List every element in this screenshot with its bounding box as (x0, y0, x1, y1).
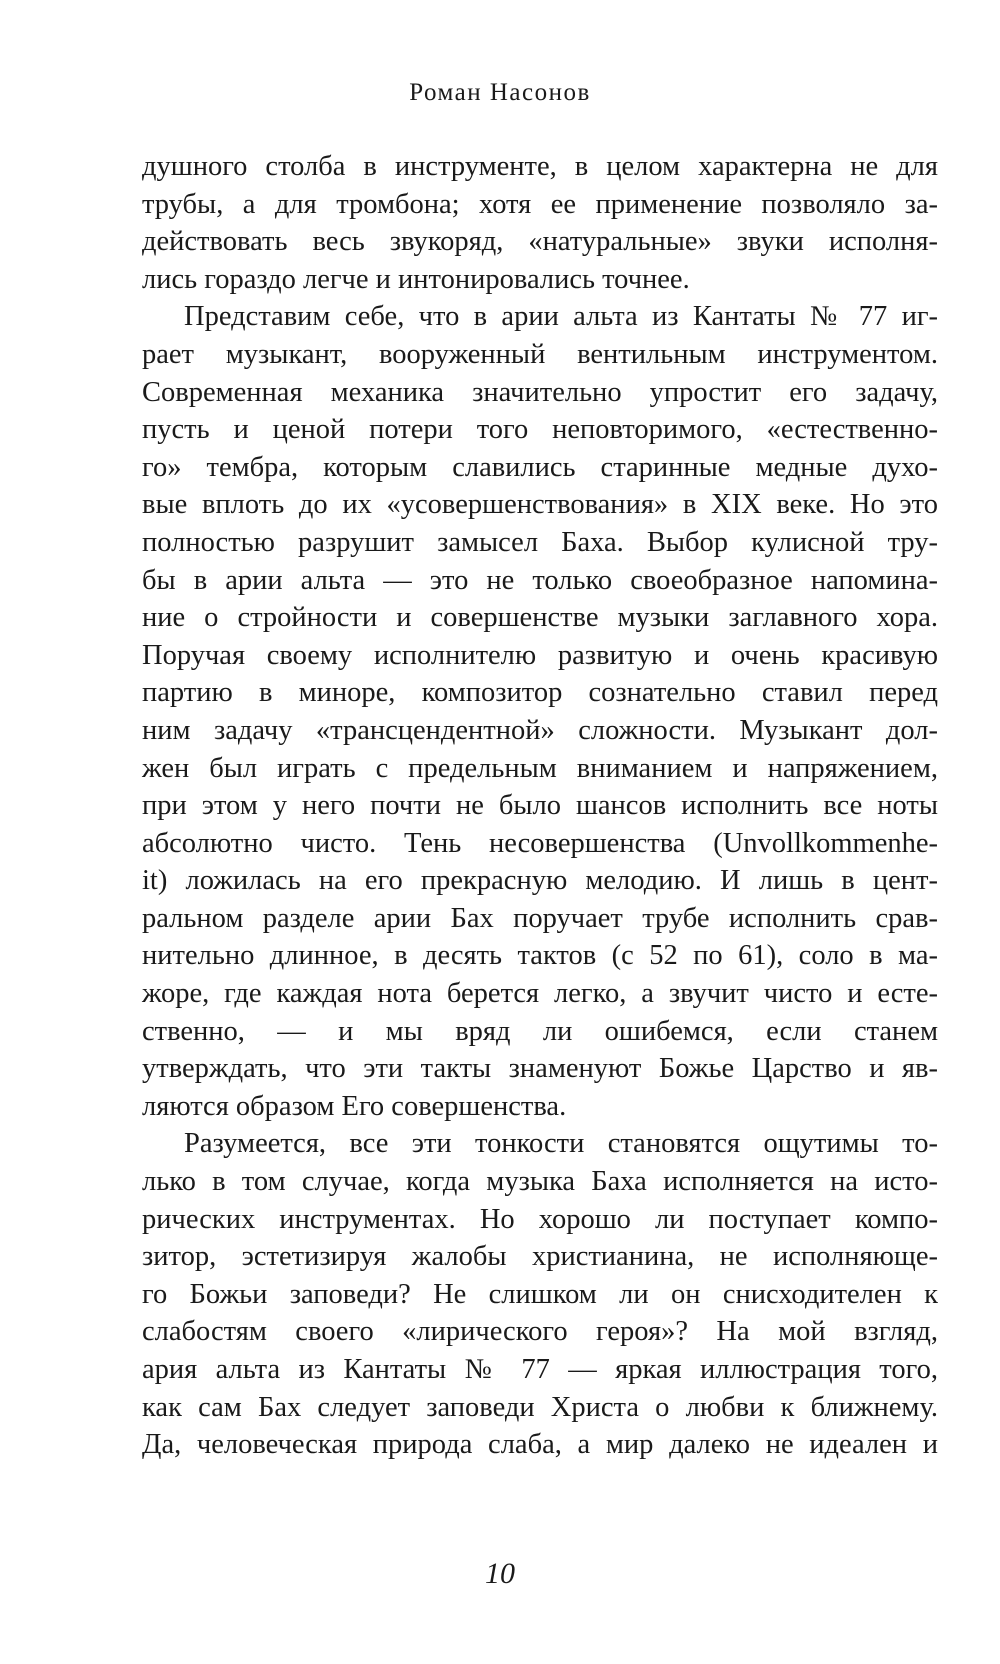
text-line: трубы, а для тромбона; хотя ее применение позволяло за- (142, 188, 938, 220)
text-line: как сам Бах следует заповеди Христа о любви к ближнему. (142, 1391, 938, 1423)
text-line: рает музыкант, вооруженный вентильным инструментом. (142, 338, 938, 370)
text-line: ним задачу «трансцендентной» сложности. Музыкант дол- (142, 714, 938, 746)
text-line: утверждать, что эти такты знаменуют Божье Царство и яв- (142, 1053, 938, 1085)
text-line: пусть и ценой потери того неповторимого, «естественно- (142, 414, 938, 446)
text-line: Да, человеческая природа слаба, а мир далеко не идеален и (142, 1429, 938, 1461)
text-line: при этом у него почти не было шансов исполнить все ноты (142, 790, 938, 822)
text-line: Поручая своему исполнителю развитую и очень красивую (142, 639, 938, 671)
text-line: ние о стройности и совершенстве музыки заглавного хора. (142, 602, 938, 634)
text-line: ральном разделе арии Бах поручает трубе исполнить срав- (142, 902, 938, 934)
text-line: Разумеется, все эти тонкости становятся ощутимы то- (184, 1128, 938, 1160)
text-line: зитор, эстетизируя жалобы христианина, не исполняюще- (142, 1241, 938, 1273)
body-text (142, 148, 938, 1464)
page-number: 10 (485, 1557, 515, 1590)
text-line: го Божьи заповеди? Не слишком ли он снисходителен к (142, 1278, 938, 1310)
text-line: лько в том случае, когда музыка Баха исполняется на исто- (142, 1166, 938, 1198)
text-line: Современная механика значительно упростит его задачу, (142, 376, 938, 408)
text-line: действовать весь звукоряд, «натуральные» звуки исполня- (142, 226, 938, 258)
text-line: ственно, — и мы вряд ли ошибемся, если станем (142, 1015, 938, 1047)
text-line: вые вплоть до их «усовершенствования» в XIX веке. Но это (142, 489, 938, 521)
text-line: ария альта из Кантаты № 77 — яркая иллюстрация того, (142, 1354, 938, 1385)
text-line: душного столба в инструменте, в целом характерна не для (142, 151, 938, 182)
text-line: Представим себе, что в арии альта из Кантаты № 77 иг- (184, 301, 938, 333)
text-line: нительно длинное, в десять тактов (с 52 по 61), соло в ма- (142, 940, 938, 972)
text-line: рических инструментах. Но хорошо ли поступает компо- (142, 1203, 938, 1235)
text-line: жоре, где каждая нота берется легко, а звучит чисто и есте- (142, 978, 938, 1010)
text-line: слабостям своего «лирического героя»? На мой взгляд, (142, 1316, 938, 1348)
text-line: абсолютно чисто. Тень несовершенства (Unvollkommenhe- (142, 827, 938, 859)
text-line: жен был играть с предельным вниманием и напряжением, (142, 752, 938, 784)
text-line: лись гораздо легче и интонировались точнее. (142, 263, 690, 295)
text-line: it) ложилась на его прекрасную мелодию. И лишь в цент- (142, 865, 938, 897)
text-line: партию в миноре, композитор сознательно ставил перед (142, 677, 938, 709)
text-line: го» тембра, которым славились старинные медные духо- (142, 451, 938, 483)
text-line: полностью разрушит замысел Баха. Выбор кулисной тру- (142, 526, 938, 558)
text-line: бы в арии альта — это не только своеобразное напомина- (142, 564, 938, 596)
running-head-author: Роман Насонов (409, 79, 591, 106)
text-line: ляются образом Его совершенства. (142, 1090, 567, 1122)
